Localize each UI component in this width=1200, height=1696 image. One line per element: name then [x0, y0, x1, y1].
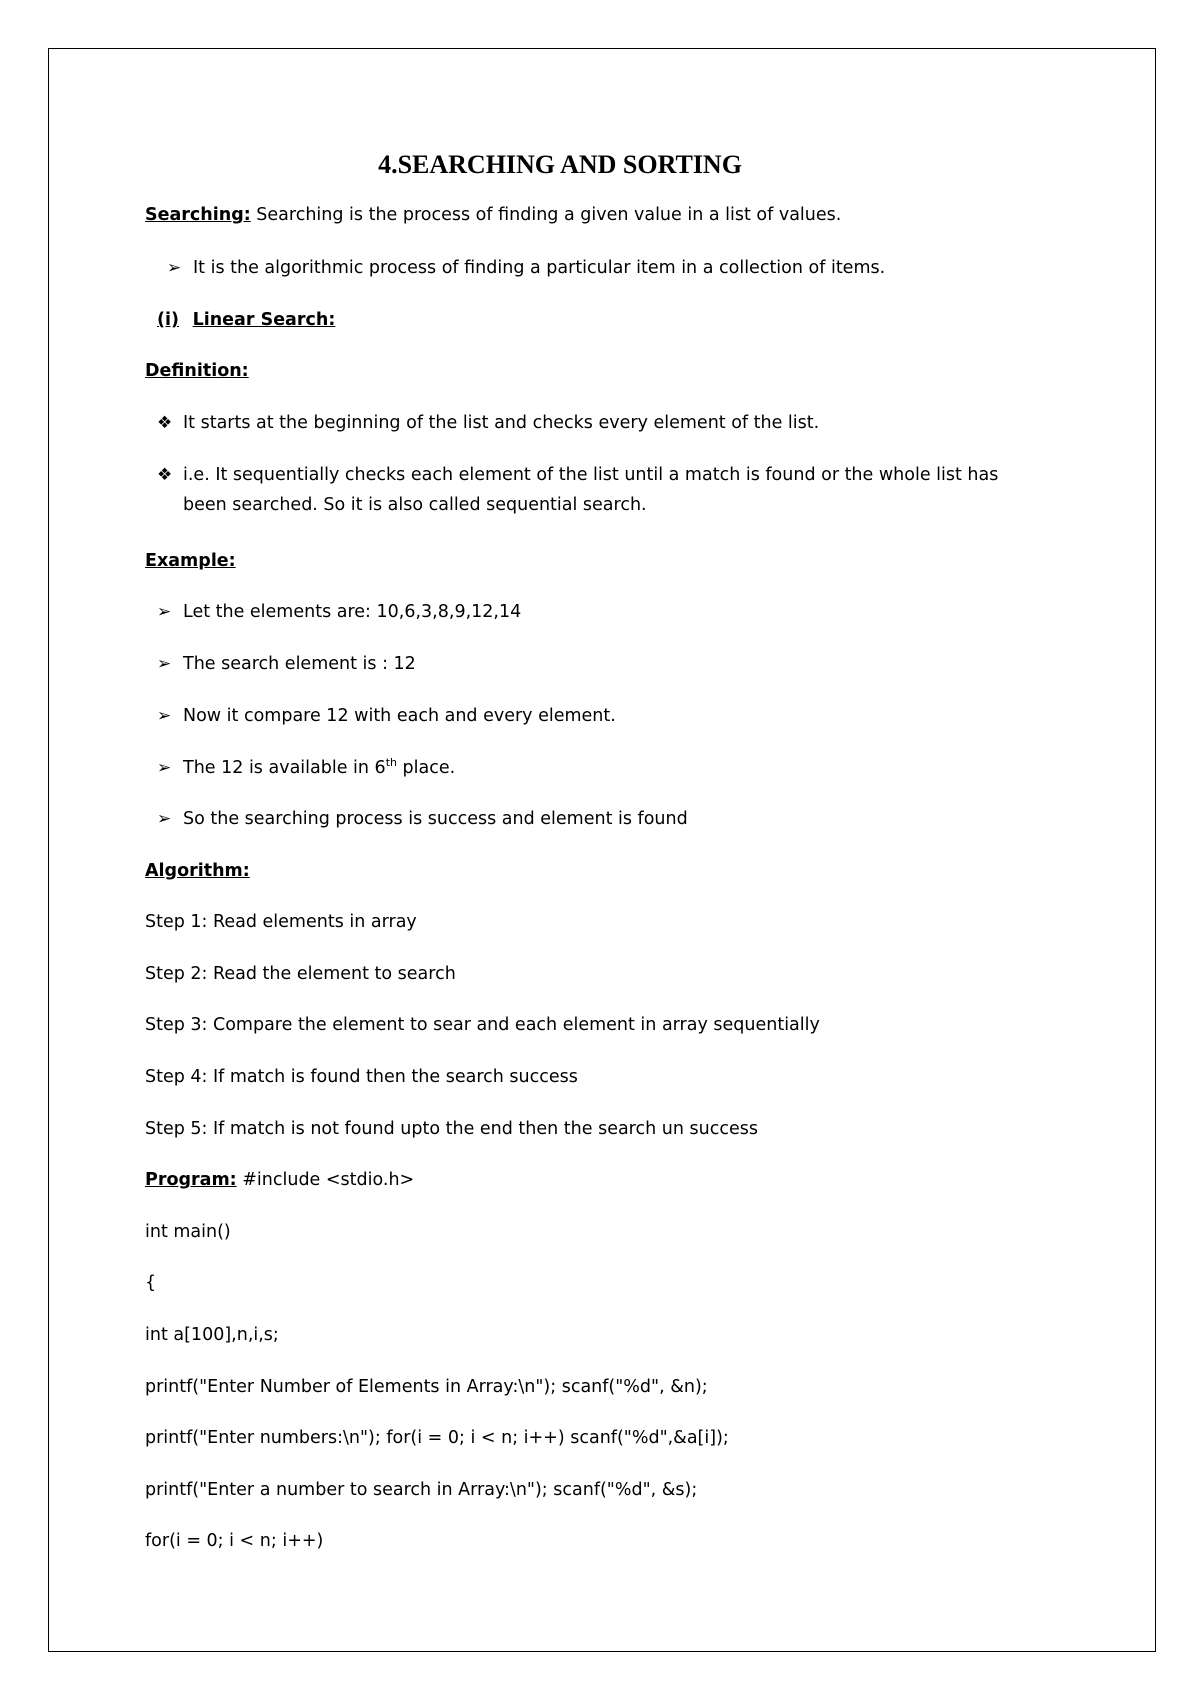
definition-item: ❖ i.e. It sequentially checks each element of the list until a match is found or the whole list has: [157, 465, 999, 485]
code-line: int main(): [145, 1222, 231, 1242]
example-item: ➢ The 12 is available in 6th place.: [157, 756, 456, 778]
diamond-bullet-icon: ❖: [157, 465, 173, 485]
arrow-bullet-icon: ➢: [157, 809, 172, 829]
example-heading: Example:: [145, 551, 236, 571]
linear-search-label: Linear Search:: [192, 310, 336, 330]
algorithm-step: Step 4: If match is found then the search success: [145, 1067, 578, 1087]
arrow-bullet-icon: ➢: [157, 706, 172, 726]
code-line: printf("Enter a number to search in Array:\n"); scanf("%d", &s);: [145, 1480, 698, 1500]
arrow-bullet-icon: ➢: [167, 258, 182, 278]
code-line: #include <stdio.h>: [236, 1170, 415, 1190]
program-heading: Program:: [145, 1170, 237, 1190]
arrow-bullet-icon: ➢: [157, 758, 172, 778]
algorithm-step: Step 3: Compare the element to sear and each element in array sequentially: [145, 1015, 820, 1035]
code-line: printf("Enter Number of Elements in Array:\n"); scanf("%d", &n);: [145, 1377, 708, 1397]
page-border: [48, 48, 1156, 1652]
linear-search-number: (i): [157, 310, 179, 330]
searching-paragraph: [145, 207, 841, 225]
definition-item-continued: been searched. So it is also called sequential search.: [183, 495, 647, 515]
searching-bullet: ➢ It is the algorithmic process of finding a particular item in a collection of items.: [167, 258, 886, 278]
definition-item: ❖ It starts at the beginning of the list and checks every element of the list.: [157, 413, 820, 433]
example-item: ➢ The search element is : 12: [157, 654, 416, 674]
code-line: for(i = 0; i < n; i++): [145, 1531, 324, 1551]
linear-search-heading: [145, 312, 335, 330]
algorithm-step: Step 5: If match is not found upto the end then the search un success: [145, 1119, 758, 1139]
definition-heading: Definition:: [145, 361, 249, 381]
searching-text: Searching is the process of finding a given value in a list of values.: [250, 205, 842, 225]
code-line: printf("Enter numbers:\n"); for(i = 0; i < n; i++) scanf("%d",&a[i]);: [145, 1428, 729, 1448]
code-line: int a[100],n,i,s;: [145, 1325, 279, 1345]
page-title: 4.SEARCHING AND SORTING: [378, 150, 742, 179]
example-item: ➢ Let the elements are: 10,6,3,8,9,12,14: [157, 602, 522, 622]
algorithm-heading: Algorithm:: [145, 861, 250, 881]
code-line: {: [145, 1273, 157, 1293]
example-item: ➢ Now it compare 12 with each and every element.: [157, 706, 616, 726]
algorithm-step: Step 1: Read elements in array: [145, 912, 417, 932]
arrow-bullet-icon: ➢: [157, 654, 172, 674]
example-item: ➢ So the searching process is success and element is found: [157, 809, 688, 829]
diamond-bullet-icon: ❖: [157, 413, 173, 433]
program-heading-line: [145, 1172, 414, 1190]
searching-heading: Searching:: [145, 205, 251, 225]
algorithm-step: Step 2: Read the element to search: [145, 964, 456, 984]
arrow-bullet-icon: ➢: [157, 602, 172, 622]
